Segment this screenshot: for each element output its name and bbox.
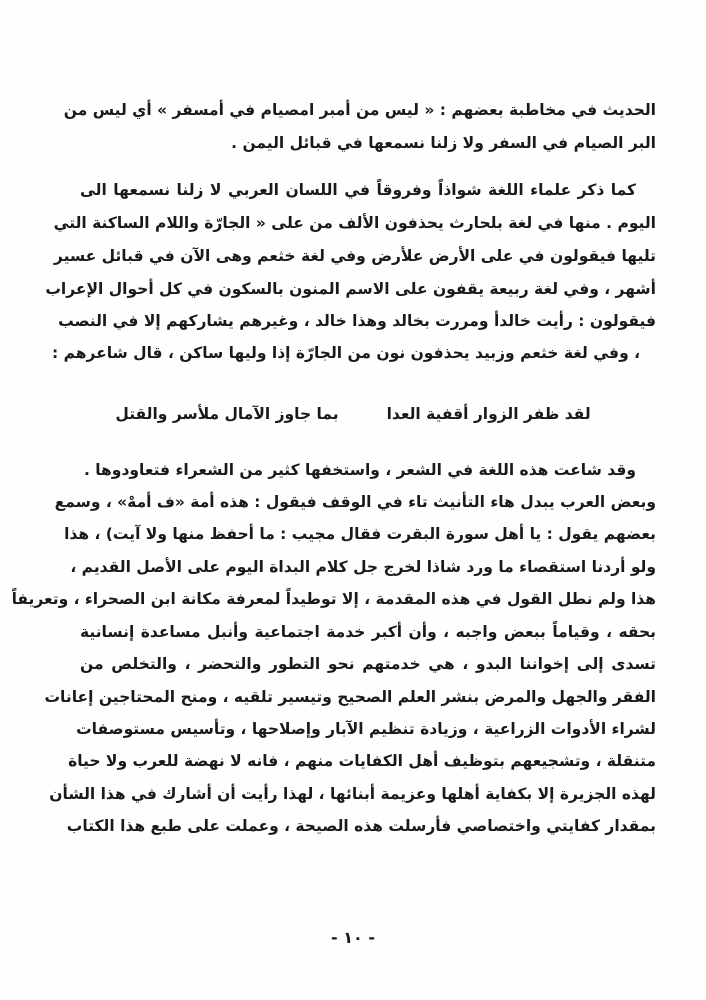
text-line: وبعض العرب يبدل هاء التأنيث تاء في الوقف فيقول : هذه أمة «ف أمهْ» ، وسمع: [54, 493, 656, 511]
text-line: ولو أردنا استقصاء ما ورد شاذا لخرج جل كلام البداة اليوم على الأصل القديم ،: [70, 558, 656, 576]
text-line: وقد شاعت هذه اللغة في الشعر ، واستخفها كثير من الشعراء فتعاودوها .: [83, 461, 636, 479]
text-line: تليها فيقولون في على الأرض علأرض وفي لغة خثعم وهى الآن في قبائل عسير: [53, 247, 656, 265]
text-line: لشراء الأدوات الزراعية ، وزيادة تنظيم الآبار وإصلاحها ، وتأسيس مستوصفات: [76, 720, 656, 738]
verse-first-hemistich: لقد ظفر الزوار أقفية العدا: [386, 405, 591, 423]
text-line: ، وفي لغة خثعم وزبيد يحذفون نون من الجارّة إذا وليها ساكن ، قال شاعرهم :: [51, 344, 640, 362]
text-line: بعضهم يقول : يا أهل سورة البقرت فقال مجيب : ما أحفظ منها ولا آيت) ، هذا: [64, 525, 656, 543]
text-line: بحقه ، وقياماً ببعض واجبه ، وأن أكبر خدمة اجتماعية وأنبل مساعدة إنسانية: [80, 623, 656, 641]
verse-second-hemistich: بما جاوز الآمال ملأسر والقتل: [115, 405, 339, 423]
text-line: الحديث في مخاطبة بعضهم : « ليس من أمبر امصيام في أمسفر » أي ليس من: [63, 101, 656, 119]
text-line: بمقدار كفايتي واختصاصي فأرسلت هذه الصيحة ، وعملت على طبع هذا الكتاب: [66, 817, 656, 835]
text-line: هذا ولم نطل القول في هذه المقدمة ، إلا توطيداً لمعرفة مكانة ابن الصحراء ، وتعريفاً: [11, 590, 656, 608]
text-line: البر الصيام في السفر ولا زلنا نسمعها في قبائل اليمن .: [231, 134, 656, 152]
text-line: الفقر والجهل والمرض بنشر العلم الصحيح وتيسير تلقيه ، ومنح المحتاجين إعانات: [44, 688, 656, 706]
text-line: فيقولون : رأيت خالدأ ومررت بخالد وهذا خالد ، وغيرهم يشاركهم إلا في النصب: [58, 312, 656, 330]
verse: [60, 402, 646, 426]
page-number: - ١٠ -: [331, 928, 375, 947]
text-line: كما ذكر علماء اللغة شواذاً وفروقاً في اللسان العربي لا زلنا نسمعها الى: [80, 181, 636, 199]
text-line: لهذه الجزيرة إلا بكفاية أهلها وعزيمة أبنائها ، لهذا رأيت أن أشارك في هذا الشأن: [49, 785, 656, 803]
text-line: متنقلة ، وتشجيعهم بتوظيف أهل الكفايات منهم ، فانه لا نهضة للعرب ولا حياة: [68, 752, 656, 770]
text-line: اليوم . منها في لغة بلحارث يحذفون الألف من على « الجارّة واللام الساكنة التي: [53, 214, 656, 232]
text-line: أشهر ، وفي لغة ربيعة يقفون على الاسم المنون بالسكون في كل أحوال الإعراب: [45, 280, 656, 298]
text-line: تسدى إلى إخواننا البدو ، هي خدمتهم نحو التطور والتحضر ، والتخلص من: [80, 655, 656, 673]
